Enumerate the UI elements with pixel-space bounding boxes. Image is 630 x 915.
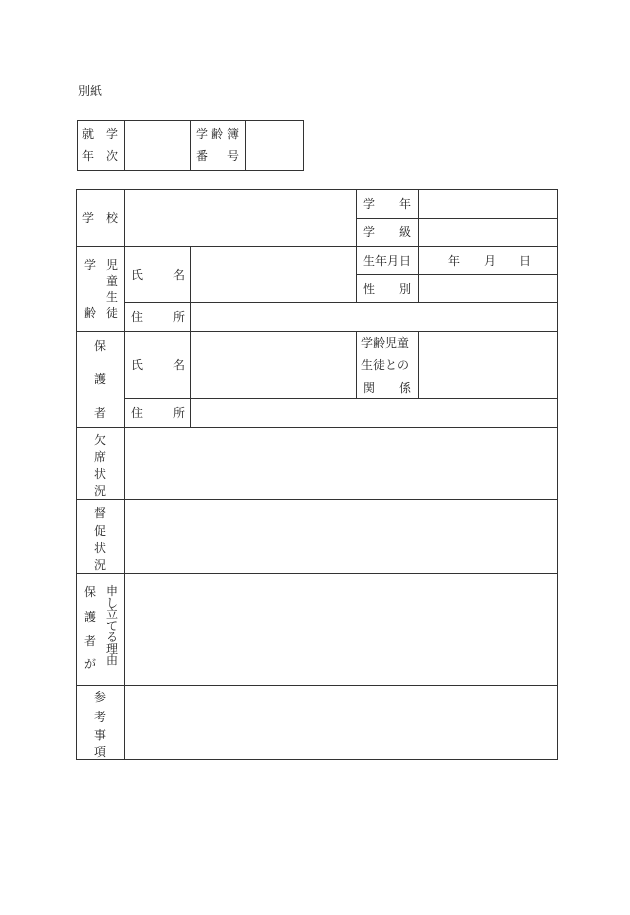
student-label-ji: 児 xyxy=(106,258,119,272)
register-label-1b: 齢 xyxy=(211,127,224,141)
grade-label-a: 学 xyxy=(363,197,376,211)
notes-label-4: 項 xyxy=(94,745,107,759)
student-label-do: 童 xyxy=(106,274,119,288)
birth-year-label: 年 xyxy=(448,254,461,268)
class-label-a: 学 xyxy=(363,225,376,239)
grade-label-b: 年 xyxy=(399,197,412,211)
class-label-b: 級 xyxy=(399,225,412,239)
guardian-label-ho: 保 xyxy=(94,339,107,353)
name-label-b: 名 xyxy=(173,268,186,282)
urging-label-2: 促 xyxy=(94,524,107,538)
sex-label-b: 別 xyxy=(399,282,412,296)
urging-label-3: 状 xyxy=(94,541,107,555)
name-label-a: 氏 xyxy=(131,268,144,282)
grade-field[interactable] xyxy=(419,190,557,218)
relation-label-2: 生徒との xyxy=(361,358,410,372)
reason-label-sha: 者 xyxy=(84,634,97,648)
reason-label-ga: が xyxy=(84,657,97,671)
guardian-name-field[interactable] xyxy=(191,332,356,398)
guardian-label-sha: 者 xyxy=(94,406,107,420)
school-year-label-2a: 年 xyxy=(82,149,95,163)
sex-label-a: 性 xyxy=(363,282,376,296)
guardian-address-label-a: 住 xyxy=(131,406,144,420)
urging-label-1: 督 xyxy=(94,506,107,520)
reason-label-vertical: 申し立てる理由 xyxy=(105,584,118,667)
relation-label-1: 学齢児童 xyxy=(361,336,410,350)
student-label-to: 徒 xyxy=(106,306,119,320)
relation-label-3b: 係 xyxy=(399,381,412,395)
school-year-label-2b: 次 xyxy=(106,149,119,163)
urging-label-4: 況 xyxy=(94,558,107,572)
relation-label-3a: 関 xyxy=(363,381,376,395)
student-label-gaku: 学 xyxy=(84,258,97,272)
relation-field[interactable] xyxy=(419,332,557,398)
absence-field[interactable] xyxy=(125,428,557,499)
class-field[interactable] xyxy=(419,219,557,246)
register-label-2b: 号 xyxy=(227,149,240,163)
school-label-a: 学 xyxy=(82,211,95,225)
urging-field[interactable] xyxy=(125,500,557,573)
register-label-2a: 番 xyxy=(196,149,209,163)
guardian-name-label-b: 名 xyxy=(173,358,186,372)
school-year-field[interactable] xyxy=(125,121,190,170)
register-number-field[interactable] xyxy=(246,121,303,170)
birthdate-label: 生年月日 xyxy=(363,254,412,268)
page-heading: 別紙 xyxy=(78,84,103,98)
absence-label-3: 状 xyxy=(94,467,107,481)
absence-label-2: 席 xyxy=(94,450,107,464)
reason-label-ho: 保 xyxy=(84,585,97,599)
guardian-address-field[interactable] xyxy=(191,399,557,427)
notes-field[interactable] xyxy=(125,686,557,759)
notes-label-3: 事 xyxy=(94,728,107,742)
absence-label-4: 況 xyxy=(94,484,107,498)
birth-day-label: 日 xyxy=(519,254,532,268)
school-year-label-1b: 学 xyxy=(106,127,119,141)
guardian-address-label-b: 所 xyxy=(173,406,186,420)
reason-field[interactable] xyxy=(125,574,557,685)
register-label-1c: 簿 xyxy=(227,127,240,141)
school-field[interactable] xyxy=(125,190,356,246)
student-label-rei: 齢 xyxy=(84,306,97,320)
student-name-field[interactable] xyxy=(191,247,356,302)
birth-month-label: 月 xyxy=(484,254,497,268)
student-label-sei: 生 xyxy=(106,290,119,304)
school-year-label-1a: 就 xyxy=(82,127,95,141)
address-label-b: 所 xyxy=(173,310,186,324)
absence-label-1: 欠 xyxy=(94,433,107,447)
guardian-name-label-a: 氏 xyxy=(131,358,144,372)
notes-label-1: 参 xyxy=(94,690,107,704)
register-label-1a: 学 xyxy=(196,127,209,141)
notes-label-2: 考 xyxy=(94,710,107,724)
address-label-a: 住 xyxy=(131,310,144,324)
sex-field[interactable] xyxy=(419,275,557,302)
school-label-b: 校 xyxy=(106,211,119,225)
student-address-field[interactable] xyxy=(191,303,557,331)
guardian-label-go: 護 xyxy=(94,372,107,386)
reason-label-go: 護 xyxy=(84,610,97,624)
